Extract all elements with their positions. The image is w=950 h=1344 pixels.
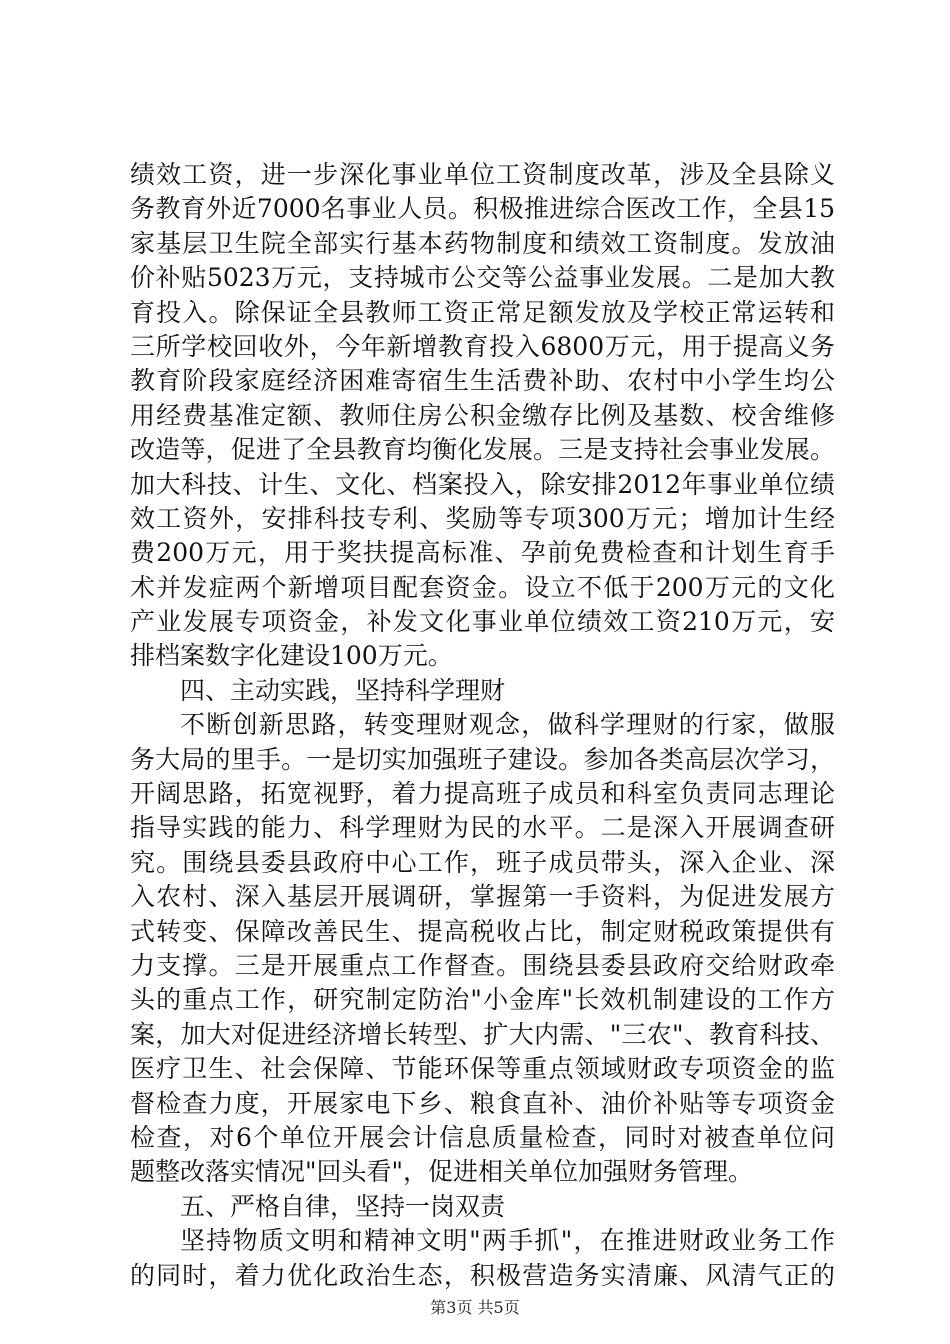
text-line: 案，加大对促进经济增长转型、扩大内需、"三农"、教育科技、	[130, 1019, 835, 1049]
page-number-footer: 第3页 共5页	[430, 1298, 520, 1317]
section-heading: 四、主动实践，坚持科学理财	[180, 675, 506, 705]
text-line: 家基层卫生院全部实行基本药物制度和绩效工资制度。发放油	[130, 228, 835, 258]
text-line: 入农村、深入基层开展调研，掌握第一手资料，为促进发展方	[130, 882, 835, 912]
text-line: 绩效工资，进一步深化事业单位工资制度改革，涉及全县除义	[130, 160, 835, 189]
text-line: 检查，对6个单位开展会计信息质量检查，同时对被查单位问	[130, 1122, 835, 1152]
text-line: 价补贴5023万元，支持城市公交等公益事业发展。二是加大教	[130, 263, 835, 293]
document-body	[130, 158, 835, 1293]
text-line: 务教育外近7000名事业人员。积极推进综合医改工作，全县15	[130, 194, 835, 224]
section-heading: 五、严格自律，坚持一岗双责	[180, 1191, 506, 1221]
text-line: 督检查力度，开展家电下乡、粮食直补、油价补贴等专项资金	[130, 1088, 835, 1118]
text-line: 不断创新思路，转变理财观念，做科学理财的行家，做服	[180, 710, 835, 740]
text-line: 改造等，促进了全县教育均衡化发展。三是支持社会事业发展。	[130, 435, 835, 465]
text-line: 题整改落实情况"回头看"，促进相关单位加强财务管理。	[130, 1157, 754, 1187]
text-line: 究。围绕县委县政府中心工作，班子成员带头，深入企业、深	[130, 847, 835, 877]
text-line: 育投入。除保证全县教师工资正常足额发放及学校正常运转和	[130, 297, 835, 327]
text-line: 加大科技、计生、文化、档案投入，除安排2012年事业单位绩	[130, 469, 835, 499]
text-line: 的同时，着力优化政治生态，积极营造务实清廉、风清气正的	[130, 1260, 835, 1290]
text-line: 术并发症两个新增项目配套资金。设立不低于200万元的文化	[130, 572, 835, 602]
text-line: 指导实践的能力、科学理财为民的水平。二是深入开展调查研	[130, 813, 835, 843]
text-line: 头的重点工作，研究制定防治"小金库"长效机制建设的工作方	[130, 985, 835, 1015]
text-line: 力支撑。三是开展重点工作督查。围绕县委县政府交给财政牵	[130, 950, 835, 980]
text-line: 式转变、保障改善民生、提高税收占比，制定财税政策提供有	[130, 916, 835, 946]
text-line: 排档案数字化建设100万元。	[130, 641, 453, 671]
text-line: 医疗卫生、社会保障、节能环保等重点领域财政专项资金的监	[130, 1054, 835, 1084]
text-line: 三所学校回收外，今年新增教育投入6800万元，用于提高义务	[130, 331, 835, 361]
text-line: 费200万元，用于奖扶提高标准、孕前免费检查和计划生育手	[130, 538, 835, 568]
text-line: 开阔思路，拓宽视野，着力提高班子成员和科室负责同志理论	[130, 779, 835, 809]
text-line: 产业发展专项资金，补发文化事业单位绩效工资210万元，安	[130, 607, 835, 637]
text-line: 坚持物质文明和精神文明"两手抓"，在推进财政业务工作	[180, 1226, 835, 1256]
text-line: 务大局的里手。一是切实加强班子建设。参加各类高层次学习，	[130, 744, 835, 774]
text-line: 用经费基准定额、教师住房公积金缴存比例及基数、校舍维修	[130, 400, 835, 430]
text-line: 教育阶段家庭经济困难寄宿生生活费补助、农村中小学生均公	[130, 366, 835, 396]
text-line: 效工资外，安排科技专利、奖励等专项300万元；增加计生经	[130, 503, 835, 533]
